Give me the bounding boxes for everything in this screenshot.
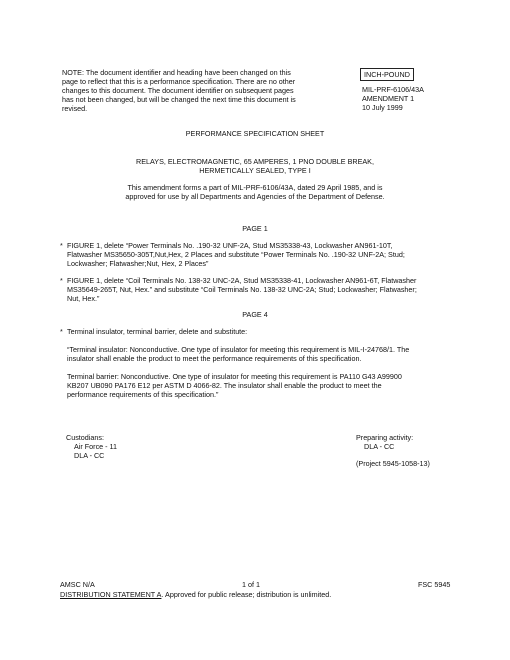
paragraph-line: “Terminal insulator: Nonconductive. One type of insulator for meeting this requirement is MIL-I-24768/1. The (67, 345, 410, 354)
note-line: page to reflect that this is a performance specification. There are no other (62, 77, 296, 86)
item-line: Lockwasher; Flatwasher;Nut, Hex, 2 Places” (67, 259, 209, 268)
distribution-statement (60, 590, 331, 599)
document-title: PERFORMANCE SPECIFICATION SHEET (185, 129, 325, 138)
note-line: NOTE: The document identifier and heading have been changed on this (62, 68, 291, 77)
custodians-label: Custodians: (66, 433, 104, 442)
item-line: FIGURE 1, delete “Coil Terminals No. 138-32 UNC-2A, Stud MS35338-41, Lockwasher AN961-6T, Flatwasher (67, 276, 417, 285)
distribution-label: DISTRIBUTION STATEMENT A (60, 590, 162, 599)
note-line: revised. (62, 104, 88, 113)
custodians-block (66, 433, 117, 460)
item-line: Flatwasher MS35650-305T,Nut,Hex, 2 Places and substitute “Power Terminals No. .190-32 UNF-2A; Stud; (67, 250, 405, 259)
custodian-dla: DLA - CC (74, 451, 105, 460)
page1-heading: PAGE 1 (242, 224, 268, 233)
amsc-code: AMSC N/A (60, 580, 95, 589)
item-line: Nut, Hex.” (67, 294, 100, 303)
preparing-label: Preparing activity: (356, 433, 414, 442)
amendment-number: AMENDMENT 1 (362, 94, 415, 103)
item-line: FIGURE 1, delete “Power Terminals No. .190-32 UNF-2A, Stud MS35338-43, Lockwasher AN961-10T, (67, 241, 393, 250)
preparing-activity-block (356, 433, 430, 468)
amendment-line: This amendment forms a part of MIL-PRF-6106/43A, dated 29 April 1985, and is (127, 183, 383, 192)
project-number: (Project 5945-1058-13) (356, 459, 430, 468)
page4-heading: PAGE 4 (242, 310, 268, 319)
paragraph-line: KB207 UB090 PA176 E12 per ASTM D 4066-82. The insulator shall enable the product to meet the (67, 381, 382, 390)
document-identifier-block (362, 85, 424, 112)
subject-line: HERMETICALLY SEALED, TYPE I (199, 166, 311, 175)
preparing-activity: DLA - CC (364, 442, 395, 451)
item-line: Terminal insulator, terminal barrier, delete and substitute: (67, 327, 248, 336)
asterisk-marker: * (60, 241, 63, 250)
amendment-statement (0, 183, 510, 201)
distribution-text: . Approved for public release; distribution is unlimited. (161, 590, 332, 599)
change-item (60, 241, 450, 268)
inch-pound-badge: INCH-POUND (360, 68, 414, 81)
custodian-air-force: Air Force - 11 (74, 442, 118, 451)
item-line: MS35649-265T, Nut, Hex.” and substitute “Coil Terminals No. 138-32 UNC-2A; Stud; Lockwasher; Flatwasher; (67, 285, 417, 294)
subject-line: RELAYS, ELECTROMAGNETIC, 65 AMPERES, 1 PNO DOUBLE BREAK, (136, 157, 374, 166)
asterisk-marker: * (60, 276, 63, 285)
document-id: MIL-PRF-6106/43A (362, 85, 424, 94)
note-line: changes to this document. The document identifier on subsequent pages (62, 86, 294, 95)
change-item (60, 327, 450, 336)
fsc-code: FSC 5945 (418, 580, 451, 589)
amendment-line: approved for use by all Departments and Agencies of the Department of Defense. (125, 192, 385, 201)
terminal-barrier-paragraph (67, 372, 452, 399)
paragraph-line: Terminal barrier: Nonconductive. One type of insulator for meeting this requirement is PA110 G43 A99900 (67, 372, 402, 381)
terminal-insulator-paragraph (67, 345, 452, 363)
supersession-note (62, 68, 322, 113)
paragraph-line: insulator shall enable the product to meet the performance requirements of this specification. (67, 354, 362, 363)
paragraph-line: performance requirements of this specification.” (67, 390, 219, 399)
asterisk-marker: * (60, 327, 63, 336)
document-date: 10 July 1999 (362, 103, 403, 112)
page-count: 1 of 1 (242, 580, 260, 589)
change-item (60, 276, 450, 303)
note-line: has not been changed, but will be changed the next time this document is (62, 95, 296, 104)
document-subject (0, 157, 510, 175)
